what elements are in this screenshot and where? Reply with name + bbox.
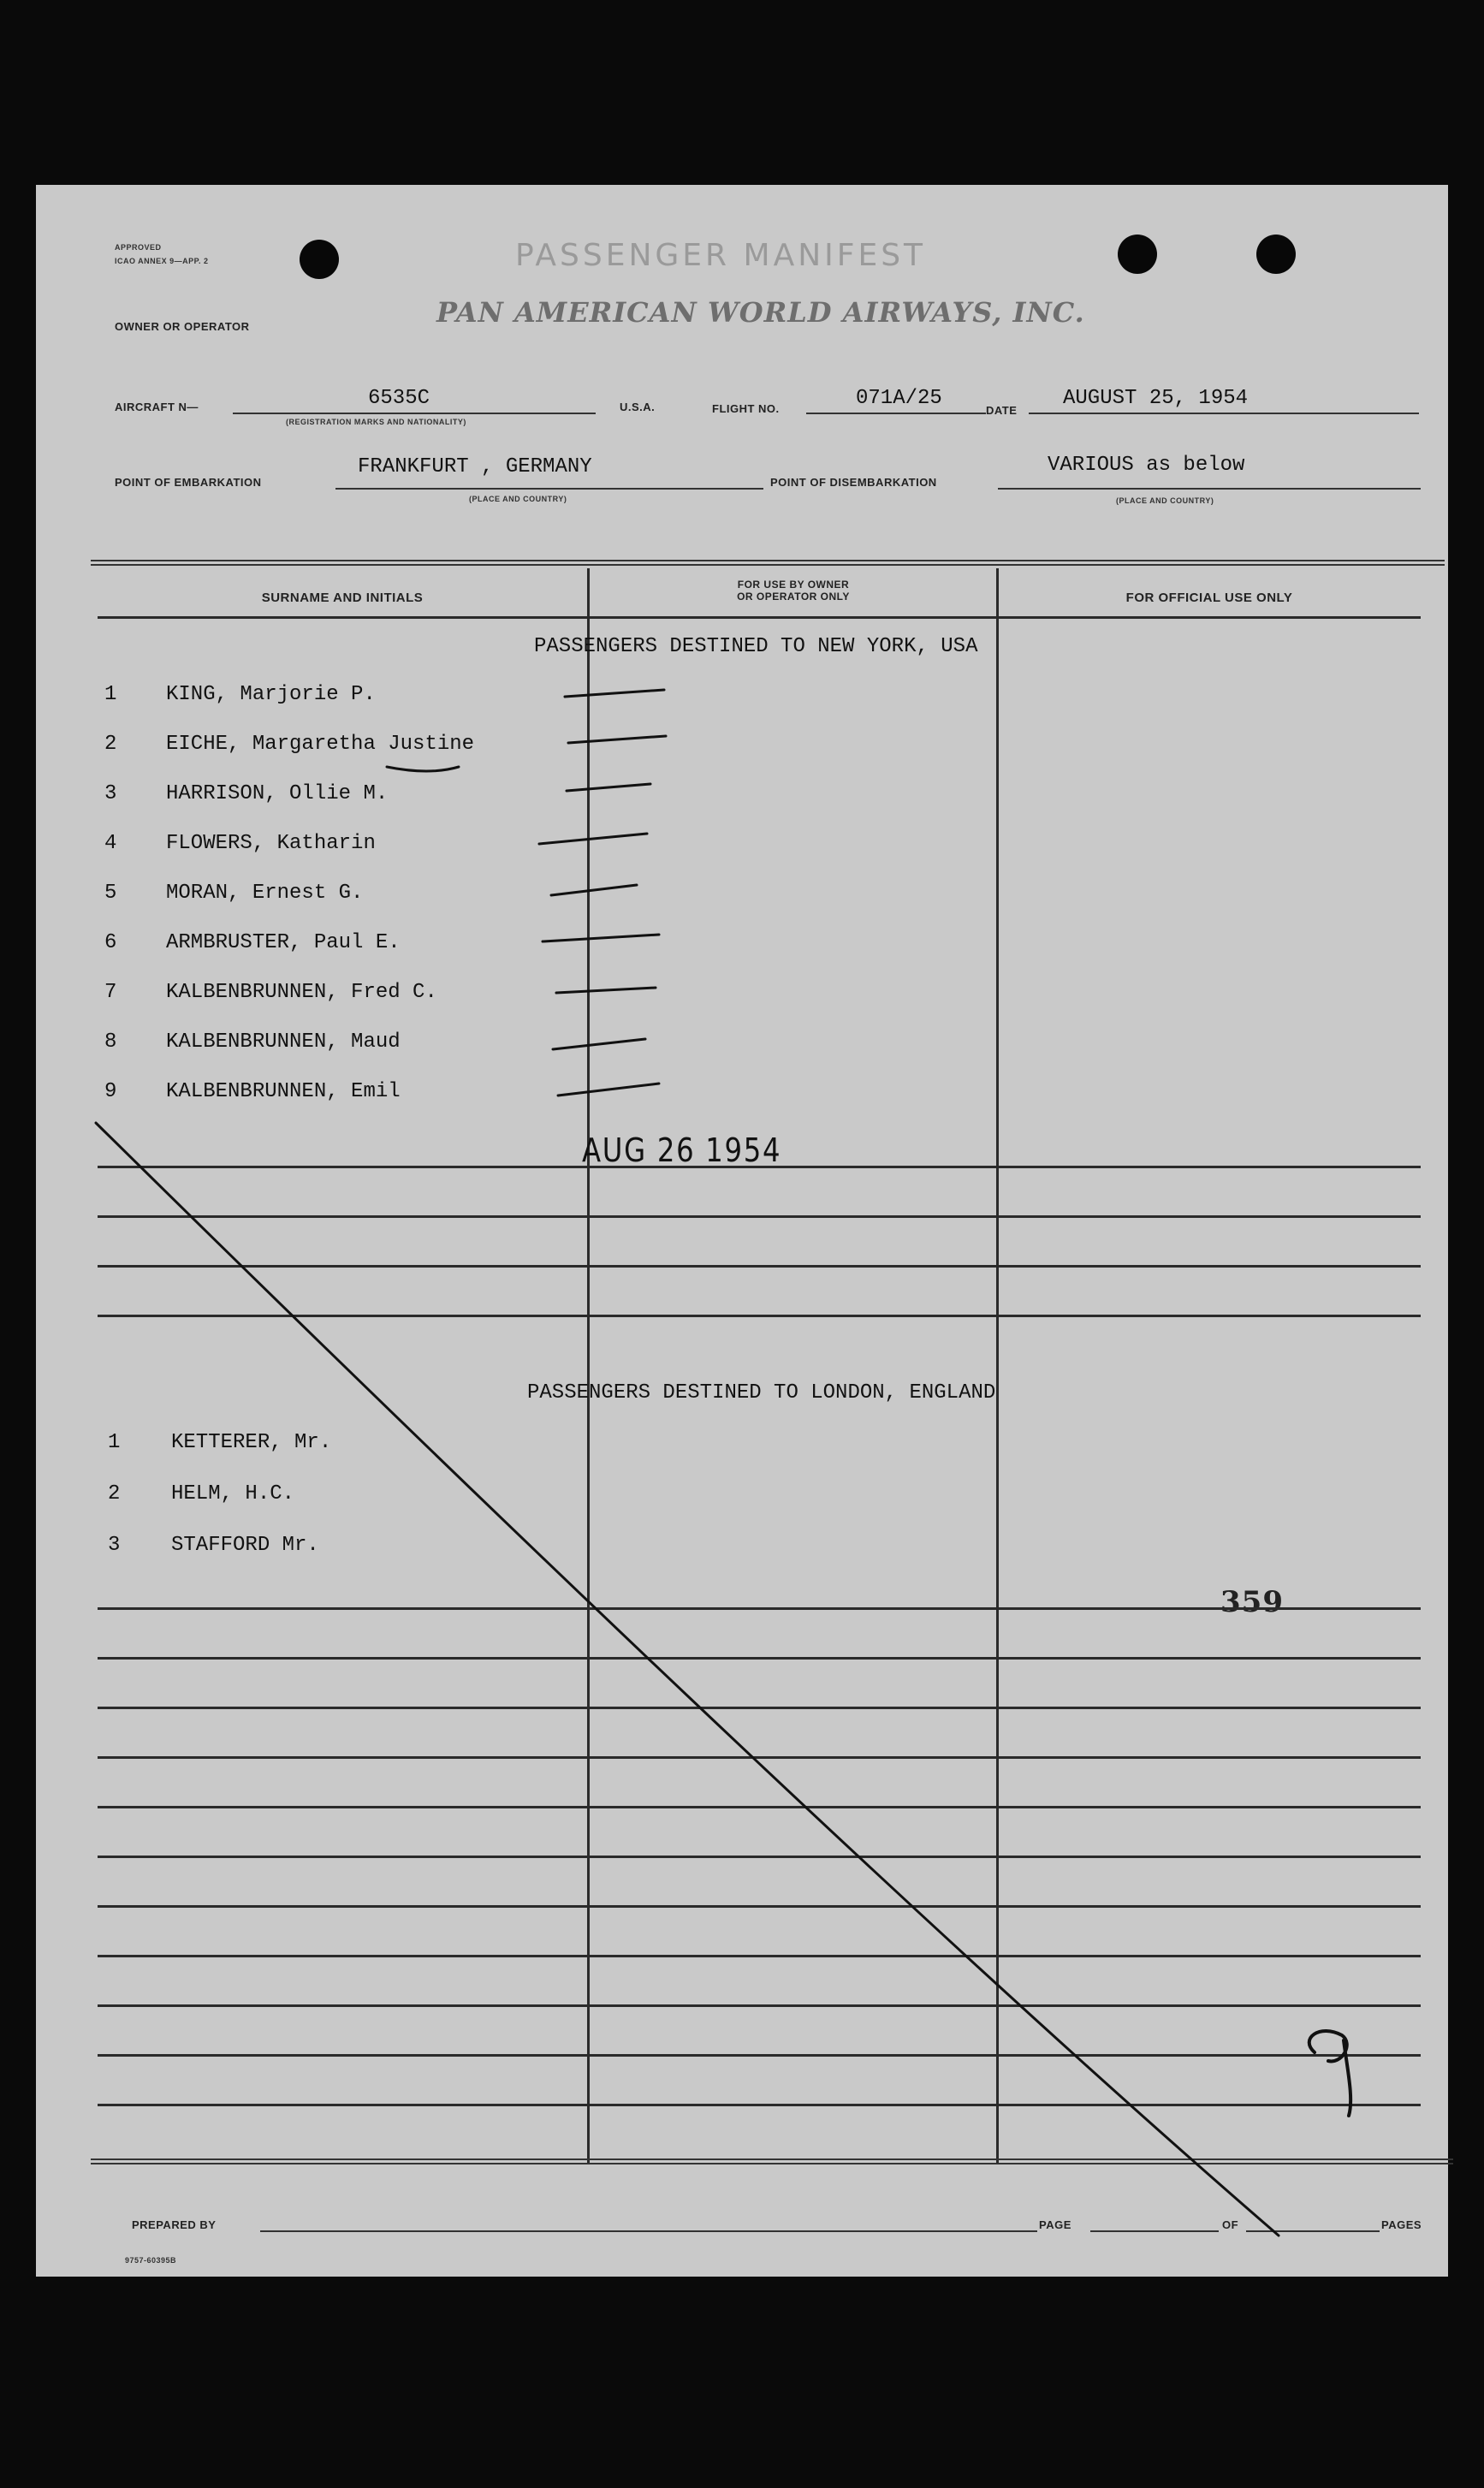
flight-value: 071A/25 — [856, 387, 942, 410]
check-mark — [565, 690, 664, 697]
pen-marks — [36, 185, 1448, 2277]
group-heading-london: PASSENGERS DESTINED TO LONDON, ENGLAND — [527, 1381, 996, 1404]
passenger-name: KING, Marjorie P. — [166, 683, 376, 706]
group-heading-new-york: PASSENGERS DESTINED TO NEW YORK, USA — [534, 635, 978, 658]
passenger-name: KALBENBRUNNEN, Fred C. — [166, 981, 437, 1004]
column-header-surname: SURNAME AND INITIALS — [261, 591, 424, 605]
passenger-name: ARMBRUSTER, Paul E. — [166, 931, 401, 954]
usa-label: U.S.A. — [620, 401, 656, 413]
disembarkation-caption: (PLACE AND COUNTRY) — [1116, 496, 1214, 505]
page-label: PAGE — [1039, 2218, 1071, 2231]
aircraft-value: 6535C — [368, 387, 430, 410]
check-mark — [567, 784, 650, 791]
disembarkation-label: POINT OF DISEMBARKATION — [770, 476, 937, 489]
check-mark — [556, 988, 656, 993]
registration-caption: (REGISTRATION MARKS AND NATIONALITY) — [286, 418, 466, 426]
passenger-name: HARRISON, Ollie M. — [166, 782, 389, 805]
check-mark — [568, 736, 666, 743]
pages-label: PAGES — [1381, 2218, 1422, 2231]
passenger-number: 1 — [104, 683, 117, 706]
check-mark — [553, 1039, 645, 1049]
flight-label: FLIGHT NO. — [712, 402, 780, 415]
date-label: DATE — [986, 404, 1018, 417]
icao-reference: ICAO ANNEX 9—APP. 2 — [115, 257, 209, 265]
form-code: 9757-60395B — [125, 2256, 177, 2265]
sheet-number: 359 — [1220, 1585, 1284, 1619]
passenger-name: STAFFORD Mr. — [171, 1534, 319, 1557]
passenger-number: 3 — [108, 1534, 121, 1557]
check-mark — [539, 834, 647, 844]
date-stamp: AUG 26 1954 — [582, 1131, 782, 1169]
prepared-by-label: PREPARED BY — [132, 2218, 217, 2231]
name-underline-mark — [387, 767, 459, 771]
passenger-name: MORAN, Ernest G. — [166, 882, 364, 905]
passenger-name: KALBENBRUNNEN, Maud — [166, 1030, 401, 1054]
check-mark — [558, 1084, 659, 1096]
embarkation-value: FRANKFURT , GERMANY — [358, 455, 592, 478]
aircraft-label: AIRCRAFT N— — [115, 401, 199, 413]
passenger-number: 2 — [104, 733, 117, 756]
passenger-number: 3 — [104, 782, 117, 805]
passenger-number: 2 — [108, 1482, 121, 1505]
embarkation-caption: (PLACE AND COUNTRY) — [469, 495, 567, 503]
passenger-number: 4 — [104, 832, 117, 855]
column-header-official: FOR OFFICIAL USE ONLY — [1125, 591, 1293, 605]
of-label: OF — [1222, 2218, 1239, 2231]
owner-value: PAN AMERICAN WORLD AIRWAYS, INC. — [436, 296, 1085, 329]
approved-label: APPROVED — [115, 243, 162, 252]
manifest-sheet — [36, 185, 1448, 2277]
passenger-number: 1 — [108, 1431, 121, 1454]
passenger-name: FLOWERS, Katharin — [166, 832, 376, 855]
passenger-number: 6 — [104, 931, 117, 954]
date-value: AUGUST 25, 1954 — [1063, 387, 1249, 410]
form-title: PASSENGER MANIFEST — [515, 238, 927, 273]
check-mark — [551, 885, 637, 895]
passenger-name: KETTERER, Mr. — [171, 1431, 332, 1454]
column-header-owner-line1: FOR USE BY OWNER — [737, 579, 850, 591]
handwritten-count: 9 — [1294, 2121, 1300, 2130]
passenger-number: 9 — [104, 1080, 117, 1103]
owner-label: OWNER OR OPERATOR — [115, 320, 250, 333]
column-header-owner-line2: OR OPERATOR ONLY — [737, 591, 850, 603]
passenger-number: 7 — [104, 981, 117, 1004]
passenger-number: 8 — [104, 1030, 117, 1054]
passenger-name: KALBENBRUNNEN, Emil — [166, 1080, 401, 1103]
disembarkation-value: VARIOUS as below — [1048, 454, 1245, 477]
handwritten-count-figure — [1309, 2031, 1350, 2116]
passenger-name: EICHE, Margaretha Justine — [166, 733, 475, 756]
embarkation-label: POINT OF EMBARKATION — [115, 476, 262, 489]
passenger-number: 5 — [104, 882, 117, 905]
diagonal-cross-out-line — [96, 1123, 1279, 2236]
passenger-name: HELM, H.C. — [171, 1482, 295, 1505]
check-mark — [543, 935, 659, 941]
